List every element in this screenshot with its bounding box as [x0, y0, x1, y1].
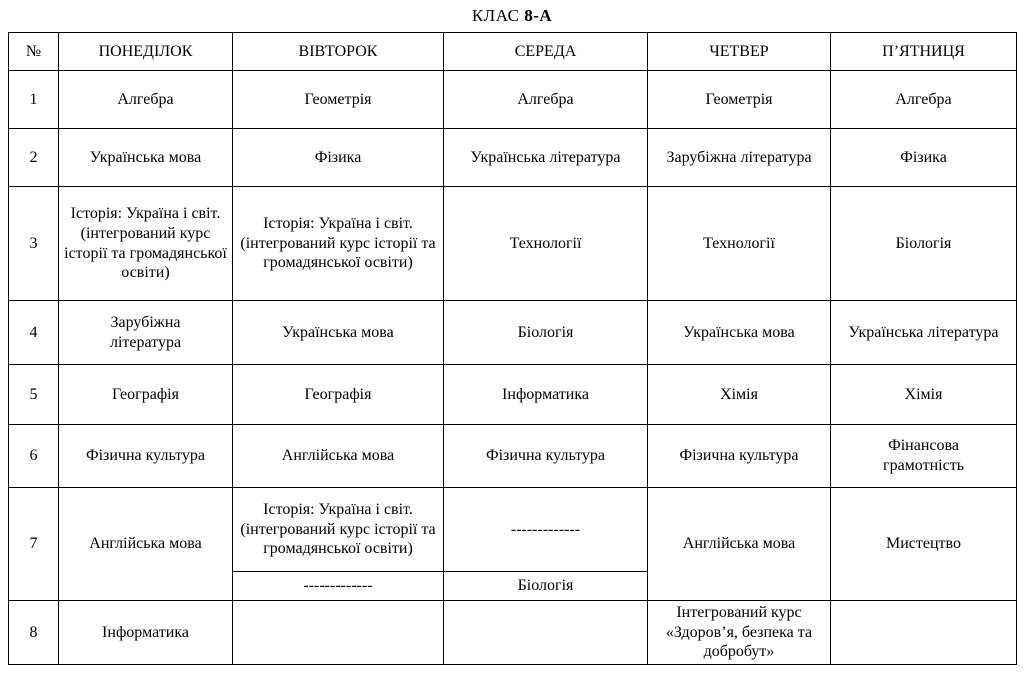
lesson-number: 8	[9, 601, 59, 665]
cell-r7-tuesday-top: Історія: Україна і світ. (інтегрований курс історії та громадянської освіти)	[233, 488, 444, 572]
cell-r7-tuesday-bottom: -------------	[233, 572, 444, 601]
cell-r7-friday: Мистецтво	[831, 488, 1017, 601]
lesson-number: 5	[9, 365, 59, 425]
cell-r1-wednesday: Алгебра	[444, 71, 648, 129]
lesson-number: 3	[9, 187, 59, 301]
header-friday: П’ЯТНИЦЯ	[831, 33, 1017, 71]
cell-r4-wednesday: Біологія	[444, 301, 648, 365]
header-wednesday: СЕРЕДА	[444, 33, 648, 71]
cell-r3-wednesday: Технології	[444, 187, 648, 301]
page-title-label: КЛАС	[471, 6, 520, 25]
cell-r8-monday: Інформатика	[59, 601, 233, 665]
page-title-class-name: 8-А	[524, 6, 553, 25]
cell-r6-wednesday: Фізична культура	[444, 425, 648, 488]
cell-r3-monday: Історія: Україна і світ. (інтегрований курс історії та громадянської освіти)	[59, 187, 233, 301]
cell-r4-thursday: Українська мова	[648, 301, 831, 365]
timetable	[8, 32, 1017, 665]
cell-r3-thursday: Технології	[648, 187, 831, 301]
cell-r1-tuesday: Геометрія	[233, 71, 444, 129]
header-thursday: ЧЕТВЕР	[648, 33, 831, 71]
cell-r2-wednesday: Українська література	[444, 129, 648, 187]
cell-r5-wednesday: Інформатика	[444, 365, 648, 425]
cell-r1-monday: Алгебра	[59, 71, 233, 129]
table-row	[9, 71, 1017, 129]
header-row	[9, 33, 1017, 71]
cell-r5-friday: Хімія	[831, 365, 1017, 425]
cell-r5-tuesday: Географія	[233, 365, 444, 425]
cell-r8-thursday: Інтегрований курс «Здоров’я, безпека та добробут»	[648, 601, 831, 665]
cell-r1-friday: Алгебра	[831, 71, 1017, 129]
cell-r8-tuesday	[233, 601, 444, 665]
table-row	[9, 129, 1017, 187]
cell-r3-friday: Біологія	[831, 187, 1017, 301]
cell-r6-thursday: Фізична культура	[648, 425, 831, 488]
table-row	[9, 187, 1017, 301]
lesson-number: 6	[9, 425, 59, 488]
cell-r3-tuesday: Історія: Україна і світ. (інтегрований курс історії та громадянської освіти)	[233, 187, 444, 301]
page-title	[0, 0, 1024, 32]
cell-r2-thursday: Зарубіжна література	[648, 129, 831, 187]
lesson-number: 1	[9, 71, 59, 129]
cell-r7-wednesday-top: -------------	[444, 488, 648, 572]
cell-r4-tuesday: Українська мова	[233, 301, 444, 365]
lesson-number: 7	[9, 488, 59, 601]
cell-r6-tuesday: Англійська мова	[233, 425, 444, 488]
header-tuesday: ВІВТОРОК	[233, 33, 444, 71]
cell-r2-monday: Українська мова	[59, 129, 233, 187]
cell-r2-friday: Фізика	[831, 129, 1017, 187]
table-row	[9, 425, 1017, 488]
cell-r6-friday: Фінансова грамотність	[831, 425, 1017, 488]
table-row	[9, 488, 1017, 572]
header-monday: ПОНЕДІЛОК	[59, 33, 233, 71]
cell-r8-wednesday	[444, 601, 648, 665]
cell-r7-monday: Англійська мова	[59, 488, 233, 601]
cell-r1-thursday: Геометрія	[648, 71, 831, 129]
cell-r4-friday: Українська література	[831, 301, 1017, 365]
table-row	[9, 301, 1017, 365]
cell-r5-monday: Географія	[59, 365, 233, 425]
lesson-number: 2	[9, 129, 59, 187]
cell-r8-friday	[831, 601, 1017, 665]
cell-r7-wednesday-bottom: Біологія	[444, 572, 648, 601]
cell-r5-thursday: Хімія	[648, 365, 831, 425]
cell-r4-monday: Зарубіжна література	[59, 301, 233, 365]
lesson-number: 4	[9, 301, 59, 365]
table-row	[9, 365, 1017, 425]
cell-r2-tuesday: Фізика	[233, 129, 444, 187]
cell-r7-thursday: Англійська мова	[648, 488, 831, 601]
table-row	[9, 601, 1017, 665]
cell-r6-monday: Фізична культура	[59, 425, 233, 488]
header-number: №	[9, 33, 59, 71]
